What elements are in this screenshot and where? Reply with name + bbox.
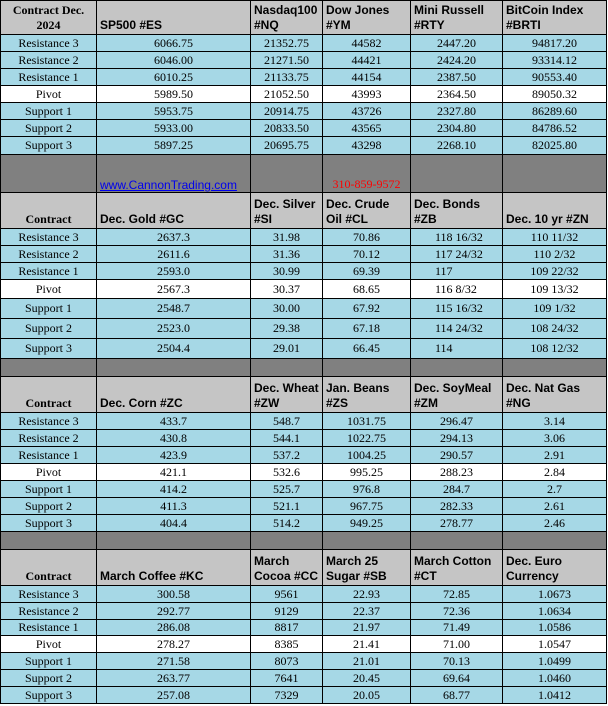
table-row	[1, 687, 607, 704]
table-cell: 43993	[323, 86, 411, 103]
table-cell: 2424.20	[411, 52, 503, 69]
table-row	[1, 137, 607, 155]
row-label: Resistance 2	[1, 246, 97, 263]
table-row	[1, 653, 607, 670]
row-label: Support 2	[1, 670, 97, 687]
table-cell: 2447.20	[411, 35, 503, 52]
table-cell: 1.0586	[503, 620, 607, 636]
table-cell: 8817	[251, 620, 323, 636]
separator-row	[1, 359, 607, 377]
column-header: Dec. Gold #GC	[97, 193, 251, 229]
table-row	[1, 620, 607, 636]
table-cell: 67.18	[323, 319, 411, 339]
table-cell: 20695.75	[251, 137, 323, 155]
row-label: Support 1	[1, 653, 97, 670]
website-link[interactable]: www.CannonTrading.com	[97, 155, 251, 193]
table-cell: 2548.7	[97, 299, 251, 319]
table-cell: 3.06	[503, 430, 607, 447]
column-header: Dec. Crude Oil #CL	[323, 193, 411, 229]
table-cell: 30.00	[251, 299, 323, 319]
table-cell: 300.58	[97, 586, 251, 603]
table-cell: 294.13	[411, 430, 503, 447]
column-header: March 25 Sugar #SB	[323, 550, 411, 586]
table-cell: 115 16/32	[411, 299, 503, 319]
table-cell: 2304.80	[411, 120, 503, 137]
table-cell: 8385	[251, 636, 323, 653]
table-cell: 2637.3	[97, 229, 251, 246]
table-cell: 290.57	[411, 447, 503, 464]
row-label: Pivot	[1, 464, 97, 481]
table-cell: 44154	[323, 69, 411, 86]
table-cell: 68.65	[323, 280, 411, 299]
table-cell: 94817.20	[503, 35, 607, 52]
table-cell: 43726	[323, 103, 411, 120]
column-header: Nasdaq100 #NQ	[251, 1, 323, 35]
row-label: Resistance 1	[1, 263, 97, 280]
header-row	[1, 550, 607, 586]
table-cell: 22.37	[323, 603, 411, 620]
table-cell: 21133.75	[251, 69, 323, 86]
header-row	[1, 1, 607, 35]
table-cell: 67.92	[323, 299, 411, 319]
table-cell: 1.0460	[503, 670, 607, 687]
table-cell: 114 24/32	[411, 319, 503, 339]
row-label: Pivot	[1, 86, 97, 103]
table-cell: 21052.50	[251, 86, 323, 103]
table-cell: 2567.3	[97, 280, 251, 299]
column-header: Dec. Corn #ZC	[97, 377, 251, 413]
row-label: Support 1	[1, 299, 97, 319]
row-label: Support 3	[1, 515, 97, 532]
table-cell: 43565	[323, 120, 411, 137]
row-label: Resistance 2	[1, 603, 97, 620]
column-header: SP500 #ES	[97, 1, 251, 35]
table-cell: 521.1	[251, 498, 323, 515]
column-header: March Cocoa #CC	[251, 550, 323, 586]
table-cell: 3.14	[503, 413, 607, 430]
table-cell: 116 8/32	[411, 280, 503, 299]
table-cell: 44421	[323, 52, 411, 69]
column-header: Dec. SoyMeal #ZM	[411, 377, 503, 413]
separator-cell	[323, 532, 411, 550]
separator-cell	[411, 359, 503, 377]
table-row	[1, 52, 607, 69]
column-header: March Cotton #CT	[411, 550, 503, 586]
column-header: Dec. Wheat #ZW	[251, 377, 323, 413]
table-cell: 89050.32	[503, 86, 607, 103]
table-cell: 66.45	[323, 339, 411, 359]
separator-cell	[97, 532, 251, 550]
table-cell: 433.7	[97, 413, 251, 430]
table-cell: 70.12	[323, 246, 411, 263]
row-label: Support 3	[1, 339, 97, 359]
header-row	[1, 377, 607, 413]
column-header: Dec. Bonds #ZB	[411, 193, 503, 229]
table-cell: 6010.25	[97, 69, 251, 86]
table-cell: 284.7	[411, 481, 503, 498]
table-cell: 29.38	[251, 319, 323, 339]
table-cell: 2523.0	[97, 319, 251, 339]
separator-cell	[411, 532, 503, 550]
table-cell: 30.99	[251, 263, 323, 280]
table-cell: 5989.50	[97, 86, 251, 103]
table-cell: 108 12/32	[503, 339, 607, 359]
table-cell: 68.77	[411, 687, 503, 704]
phone-number: 310-859-9572	[323, 155, 411, 193]
table-cell: 29.01	[251, 339, 323, 359]
row-label: Resistance 3	[1, 35, 97, 52]
separator-cell	[503, 532, 607, 550]
table-cell: 44582	[323, 35, 411, 52]
separator-cell	[251, 155, 323, 193]
table-cell: 1004.25	[323, 447, 411, 464]
row-label: Pivot	[1, 636, 97, 653]
table-cell: 1.0634	[503, 603, 607, 620]
table-cell: 70.13	[411, 653, 503, 670]
table-cell: 114	[411, 339, 503, 359]
table-cell: 278.27	[97, 636, 251, 653]
table-cell: 967.75	[323, 498, 411, 515]
table-row	[1, 103, 607, 120]
table-cell: 263.77	[97, 670, 251, 687]
contract-header: Contract Dec. 2024	[1, 1, 97, 35]
separator-cell	[1, 532, 97, 550]
row-label: Pivot	[1, 280, 97, 299]
table-cell: 1.0499	[503, 653, 607, 670]
table-cell: 995.25	[323, 464, 411, 481]
table-cell: 2593.0	[97, 263, 251, 280]
table-cell: 5897.25	[97, 137, 251, 155]
table-cell: 72.85	[411, 586, 503, 603]
table-row	[1, 515, 607, 532]
table-cell: 2364.50	[411, 86, 503, 103]
table-cell: 6046.00	[97, 52, 251, 69]
separator-cell	[503, 155, 607, 193]
table-cell: 82025.80	[503, 137, 607, 155]
table-cell: 7641	[251, 670, 323, 687]
table-cell: 21.41	[323, 636, 411, 653]
table-cell: 1031.75	[323, 413, 411, 430]
separator-cell	[411, 155, 503, 193]
column-header: Jan. Beans #ZS	[323, 377, 411, 413]
table-cell: 976.8	[323, 481, 411, 498]
table-cell: 532.6	[251, 464, 323, 481]
row-label: Resistance 2	[1, 52, 97, 69]
column-header: Dec. Silver #SI	[251, 193, 323, 229]
table-cell: 9129	[251, 603, 323, 620]
table-cell: 9561	[251, 586, 323, 603]
row-label: Support 2	[1, 498, 97, 515]
table-row	[1, 35, 607, 52]
table-cell: 6066.75	[97, 35, 251, 52]
table-cell: 2.91	[503, 447, 607, 464]
column-header: March Coffee #KC	[97, 550, 251, 586]
table-cell: 278.77	[411, 515, 503, 532]
separator-cell	[503, 359, 607, 377]
row-label: Resistance 1	[1, 69, 97, 86]
table-cell: 411.3	[97, 498, 251, 515]
row-label: Support 3	[1, 687, 97, 704]
table-cell: 1.0547	[503, 636, 607, 653]
table-cell: 20.05	[323, 687, 411, 704]
table-cell: 296.47	[411, 413, 503, 430]
table-cell: 110 11/32	[503, 229, 607, 246]
table-cell: 2504.4	[97, 339, 251, 359]
separator-cell	[1, 359, 97, 377]
table-cell: 43298	[323, 137, 411, 155]
table-cell: 69.39	[323, 263, 411, 280]
table-row	[1, 280, 607, 299]
contract-header: Contract	[1, 377, 97, 413]
table-cell: 109 13/32	[503, 280, 607, 299]
table-row	[1, 339, 607, 359]
separator-cell	[251, 532, 323, 550]
table-row	[1, 86, 607, 103]
table-cell: 257.08	[97, 687, 251, 704]
header-row	[1, 193, 607, 229]
table-row	[1, 498, 607, 515]
table-cell: 93314.12	[503, 52, 607, 69]
table-cell: 71.49	[411, 620, 503, 636]
table-cell: 1.0673	[503, 586, 607, 603]
table-cell: 292.77	[97, 603, 251, 620]
table-cell: 421.1	[97, 464, 251, 481]
row-label: Resistance 1	[1, 447, 97, 464]
table-cell: 2.7	[503, 481, 607, 498]
table-cell: 110 2/32	[503, 246, 607, 263]
table-cell: 1.0412	[503, 687, 607, 704]
table-cell: 20.45	[323, 670, 411, 687]
table-cell: 2.61	[503, 498, 607, 515]
table-cell: 117	[411, 263, 503, 280]
column-header: Mini Russell #RTY	[411, 1, 503, 35]
separator-cell	[251, 359, 323, 377]
table-row	[1, 603, 607, 620]
table-cell: 72.36	[411, 603, 503, 620]
table-row	[1, 413, 607, 430]
table-cell: 71.00	[411, 636, 503, 653]
table-cell: 21.01	[323, 653, 411, 670]
table-cell: 525.7	[251, 481, 323, 498]
table-cell: 108 24/32	[503, 319, 607, 339]
table-cell: 86289.60	[503, 103, 607, 120]
table-cell: 2.46	[503, 515, 607, 532]
table-cell: 20833.50	[251, 120, 323, 137]
table-row	[1, 636, 607, 653]
separator-cell	[97, 359, 251, 377]
table-cell: 21271.50	[251, 52, 323, 69]
table-cell: 5953.75	[97, 103, 251, 120]
table-cell: 404.4	[97, 515, 251, 532]
separator-row	[1, 155, 607, 193]
column-header: BitCoin Index #BRTI	[503, 1, 607, 35]
row-label: Support 3	[1, 137, 97, 155]
separator-cell	[1, 155, 97, 193]
table-cell: 21352.75	[251, 35, 323, 52]
table-cell: 2387.50	[411, 69, 503, 86]
row-label: Resistance 3	[1, 586, 97, 603]
table-cell: 949.25	[323, 515, 411, 532]
table-cell: 2268.10	[411, 137, 503, 155]
table-cell: 537.2	[251, 447, 323, 464]
table-row	[1, 319, 607, 339]
table-cell: 544.1	[251, 430, 323, 447]
row-label: Support 1	[1, 103, 97, 120]
table-cell: 109 1/32	[503, 299, 607, 319]
table-cell: 117 24/32	[411, 246, 503, 263]
table-row	[1, 430, 607, 447]
table-row	[1, 246, 607, 263]
column-header: Dec. Nat Gas #NG	[503, 377, 607, 413]
row-label: Resistance 1	[1, 620, 97, 636]
table-cell: 271.58	[97, 653, 251, 670]
row-label: Resistance 3	[1, 413, 97, 430]
table-row	[1, 481, 607, 498]
table-cell: 31.98	[251, 229, 323, 246]
table-cell: 288.23	[411, 464, 503, 481]
table-cell: 8073	[251, 653, 323, 670]
table-cell: 109 22/32	[503, 263, 607, 280]
row-label: Resistance 3	[1, 229, 97, 246]
table-cell: 514.2	[251, 515, 323, 532]
table-row	[1, 120, 607, 137]
table-cell: 20914.75	[251, 103, 323, 120]
table-cell: 69.64	[411, 670, 503, 687]
table-row	[1, 229, 607, 246]
table-cell: 282.33	[411, 498, 503, 515]
table-cell: 22.93	[323, 586, 411, 603]
table-cell: 430.8	[97, 430, 251, 447]
table-row	[1, 464, 607, 481]
table-cell: 90553.40	[503, 69, 607, 86]
separator-row	[1, 532, 607, 550]
row-label: Support 1	[1, 481, 97, 498]
table-cell: 548.7	[251, 413, 323, 430]
column-header: Dec. 10 yr #ZN	[503, 193, 607, 229]
table-cell: 21.97	[323, 620, 411, 636]
table-cell: 2327.80	[411, 103, 503, 120]
table-row	[1, 447, 607, 464]
table-row	[1, 299, 607, 319]
table-cell: 118 16/32	[411, 229, 503, 246]
table-cell: 31.36	[251, 246, 323, 263]
table-row	[1, 670, 607, 687]
table-cell: 84786.52	[503, 120, 607, 137]
row-label: Resistance 2	[1, 430, 97, 447]
column-header: Dow Jones #YM	[323, 1, 411, 35]
table-cell: 2.84	[503, 464, 607, 481]
table-row	[1, 263, 607, 280]
contract-header: Contract	[1, 193, 97, 229]
table-cell: 414.2	[97, 481, 251, 498]
table-row	[1, 586, 607, 603]
table-cell: 423.9	[97, 447, 251, 464]
table-row	[1, 69, 607, 86]
row-label: Support 2	[1, 319, 97, 339]
table-cell: 70.86	[323, 229, 411, 246]
table-cell: 1022.75	[323, 430, 411, 447]
table-cell: 5933.00	[97, 120, 251, 137]
contract-header: Contract	[1, 550, 97, 586]
table-cell: 30.37	[251, 280, 323, 299]
table-cell: 7329	[251, 687, 323, 704]
table-cell: 2611.6	[97, 246, 251, 263]
table-cell: 286.08	[97, 620, 251, 636]
row-label: Support 2	[1, 120, 97, 137]
column-header: Dec. Euro Currency	[503, 550, 607, 586]
separator-cell	[323, 359, 411, 377]
